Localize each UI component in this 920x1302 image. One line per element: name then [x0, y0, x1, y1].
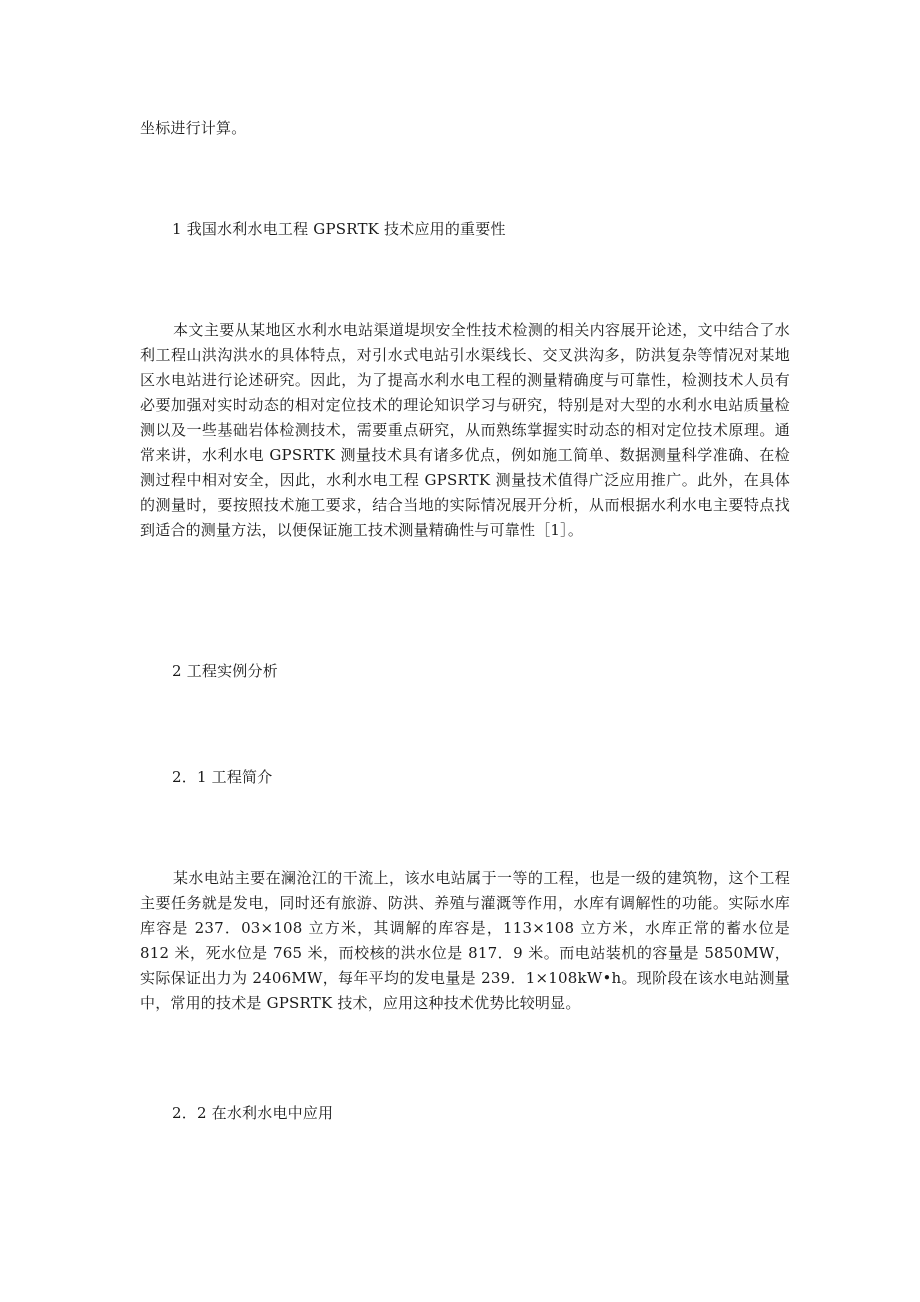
section-2-heading: 2 工程实例分析 [172, 662, 278, 680]
continued-text-fragment: 坐标进行计算。 [140, 119, 247, 137]
section-1-paragraph: 本文主要从某地区水利水电站渠道堤坝安全性技术检测的相关内容展开论述，文中结合了水利工程山洪沟洪水的具体特点，对引水式电站引水渠线长、交叉洪沟多，防洪复杂等情况对某地区水电站进行论述研究。因此，为了提高水利水电工程的测量精确度与可靠性，检测技术人员有必要加强对实时动态的相对定位技术的理论知识学习与研究，特别是对大型的水利水电站质量检测以及一些基础岩体检测技术，需要重点研究，从而熟练掌握实时动态的相对定位技术原理。通常来讲，水利水电 GPSRTK 测量技术具有诸多优点，例如施工简单、数据测量科学准确、在检测过程中相对安全，因此，水利水电工程 GPSRTK 测量技术值得广泛应用推广。此外，在具体的测量时，要按照技术施工要求，结合当地的实际情况展开分析，从而根据水利水电主要特点找到适合的测量方法，以便保证施工技术测量精确性与可靠性［1］。 [140, 321, 790, 539]
section-2-1-heading: 2．1 工程简介 [172, 768, 273, 786]
section-2-1-paragraph: 某水电站主要在澜沧江的干流上，该水电站属于一等的工程，也是一级的建筑物，这个工程主要任务就是发电，同时还有旅游、防洪、养殖与灌溉等作用，水库有调解性的功能。实际水库库容是 237．03×108 立方米，其调解的库容是，113×108 立方米，水库正常的蓄水位是 812 米，死水位是 765 米，而校核的洪水位是 817．9 米。而电站装机的容量是 5850MW，实际保证出力为 2406MW，每年平均的发电量是 239．1×108kW•h。现阶段在该水电站测量中，常用的技术是 GPSRTK 技术，应用这种技术优势比较明显。 [140, 869, 790, 1012]
section-2-2-heading: 2．2 在水利水电中应用 [172, 1104, 334, 1122]
section-1-heading: 1 我国水利水电工程 GPSRTK 技术应用的重要性 [172, 220, 506, 238]
